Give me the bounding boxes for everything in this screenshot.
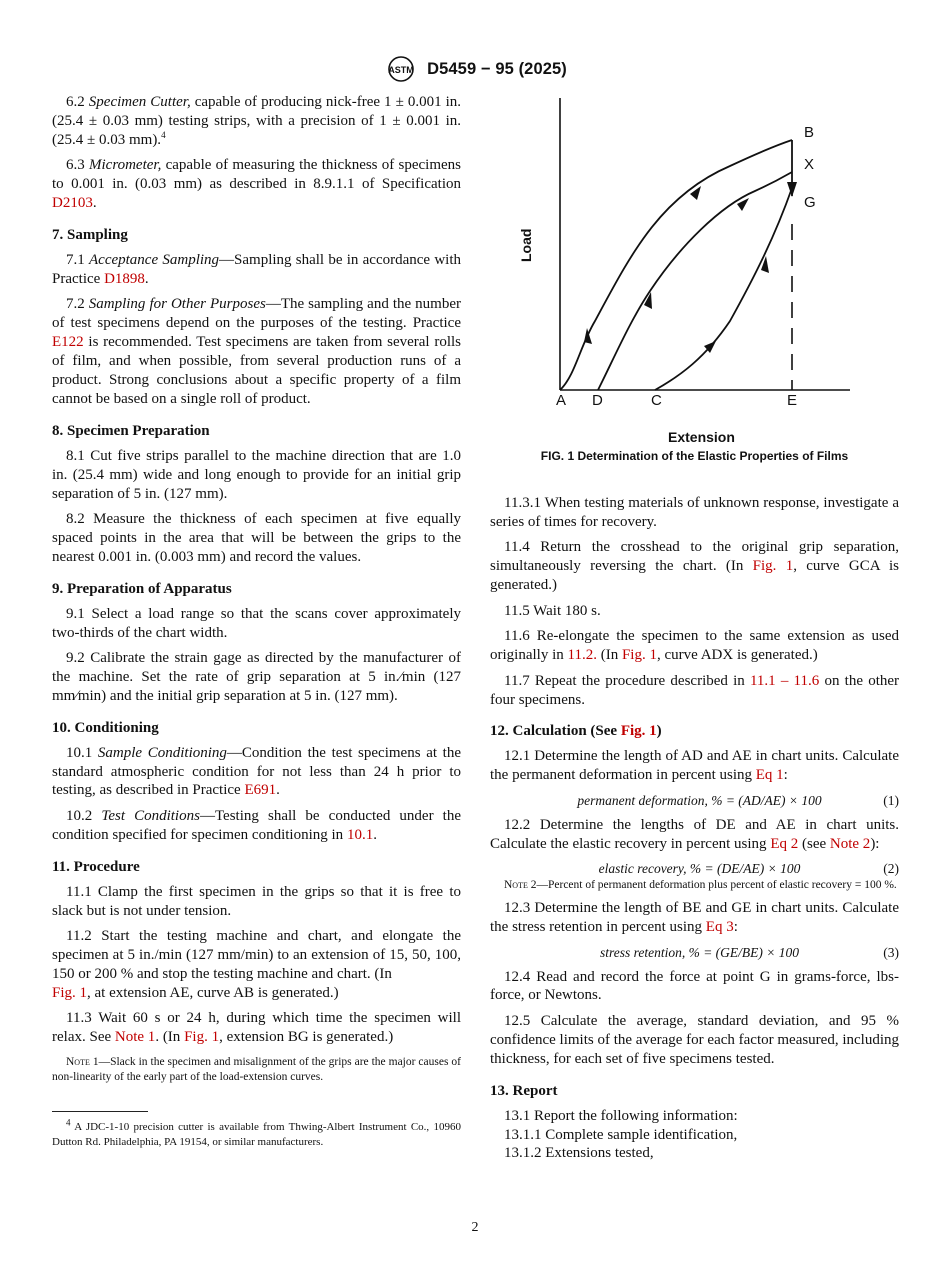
heading-report: 13. Report: [490, 1082, 558, 1099]
equation-1: permanent deformation, % = (AD/AE) × 100 (1): [577, 792, 899, 808]
section-9-2: 9.2 Calibrate the strain gage as directed by the manufacturer of the machine. Set the rate of grip separation at 5 in.⁄min (127 mm⁄min) and the initial grip separation at 5 in. (127 mm).: [52, 650, 461, 704]
curve-gc: [655, 188, 792, 390]
section-13-1-1: 13.1.1 Complete sample identification,: [504, 1126, 738, 1143]
astm-logo-icon: [383, 56, 419, 82]
footnote-4: $^4$ A JDC-1-10 precision cutter is available from Thwing-Albert Instrument Co., 10960 Dutton Rd. Philadelphia, PA 19154, or similar manufacturers.: [52, 1117, 461, 1148]
section-11-5: 11.5 Wait 180 s.: [504, 602, 601, 619]
section-6-3: 6.3 Micrometer, capable of measuring the thickness of specimens to 0.001 in. (0.03 mm) as described in 8.9.1.1 of Specification D2103.: [52, 157, 461, 212]
section-7-1: 7.1 Acceptance Sampling—Sampling shall be in accordance with Practice D1898.: [52, 251, 461, 287]
figure-caption: FIG. 1 Determination of the Elastic Properties of Films: [540, 449, 849, 463]
section-11-3-1: 11.3.1 When testing materials of unknown response, investigate a series of times for recovery.: [490, 495, 899, 530]
link-e122[interactable]: E122: [52, 334, 84, 351]
link-fig-1[interactable]: Fig. 1: [621, 647, 657, 664]
section-11-4: 11.4 Return the crosshead to the original grip separation, simultaneously reversing the chart. (In Fig. 1, curve GCA is generated.): [490, 539, 900, 594]
link-fig-1[interactable]: Fig. 1: [752, 558, 794, 575]
svg-text:ASTM: ASTM: [388, 65, 414, 75]
heading-sampling: 7. Sampling: [52, 227, 128, 244]
link-d2103[interactable]: D2103: [52, 195, 93, 212]
section-10-1: 10.1 Sample Conditioning—Condition the test specimens at the standard atmospheric condition for not less than 24 h prior to testing, as described in Practice E691.: [52, 744, 462, 799]
document-designation: D5459 − 95 (2025): [427, 59, 567, 78]
curve-dx: [598, 172, 792, 390]
link-fig-1[interactable]: Fig. 1: [184, 1029, 220, 1046]
page-number: 2: [471, 1220, 479, 1235]
point-e-label: E: [787, 392, 798, 409]
section-11-3: 11.3 Wait 60 s or 24 h, during which time the specimen will relax. See Note 1. (In Fig. 1, extension BG is generated.): [52, 1010, 461, 1046]
left-column: [52, 93, 461, 1149]
point-a-label: A: [556, 392, 567, 409]
equation-3: stress retention, % = (GE/BE) × 100 (3): [599, 944, 899, 960]
section-13-1: 13.1 Report the following information:: [504, 1107, 738, 1124]
section-10-2: 10.2 Test Conditions—Testing shall be conducted under the condition specified for specimen conditioning in 10.1.: [52, 807, 461, 843]
heading-procedure: 11. Procedure: [52, 858, 140, 875]
heading-specimen-preparation: 8. Specimen Preparation: [52, 422, 210, 439]
section-8-2: 8.2 Measure the thickness of each specimen at five equally spaced points in the area that will be between the grips to the nearest 0.001 in. (0.003 mm) and record the values.: [52, 511, 461, 565]
equation-2: elastic recovery, % = (DE/AE) × 100 (2): [598, 861, 899, 877]
figure-1: [520, 96, 880, 468]
load-extension-diagram: [520, 96, 880, 448]
section-7-2: 7.2 Sampling for Other Purposes—The sampling and the number of test specimens depend on the purposes of the testing. Practice E122 is recommended. Test specimens are taken from several rolls of film, and when possible, from several production runs of a product. Strong conclusions about a specific property of a film cannot be based on a single roll of product.: [52, 296, 461, 407]
point-g-label: G: [804, 194, 816, 211]
note-2: Note 2—Percent of permanent deformation plus percent of elastic recovery = 100 %.: [504, 879, 897, 892]
link-fig-1[interactable]: Fig. 1: [620, 723, 657, 740]
y-axis-title: Load: [518, 228, 534, 262]
heading-preparation-of-apparatus: 9. Preparation of Apparatus: [52, 580, 232, 597]
point-b-label: B: [804, 124, 815, 141]
section-9-1: 9.1 Select a load range so that the scans cover approximately two-thirds of the chart width.: [52, 605, 461, 641]
arrow-bg: [787, 182, 797, 197]
page-header: [0, 56, 950, 82]
footnote-divider: [52, 1111, 148, 1112]
section-11-1: 11.1 Clamp the first specimen in the grips so that it is free to slack but is not under tension.: [52, 883, 461, 919]
link-d1898[interactable]: D1898: [104, 270, 145, 287]
link-e691[interactable]: E691: [244, 782, 277, 799]
curve-ab: [560, 140, 792, 390]
section-11-2: 11.2 Start the testing machine and chart, and elongate the specimen at 5 in./min (127 mm/min) to an extension of 15, 50, 100, 150 or 200 % and stop the testing machine and chart. (In Fig. 1, at extension AE, curve AB is generated.): [52, 928, 461, 1001]
x-axis-title: Extension: [668, 429, 735, 445]
heading-conditioning: 10. Conditioning: [52, 719, 159, 736]
section-6-2: 6.2 Specimen Cutter, capable of producing nick-free 1 ± 0.001 in. (25.4 ± 0.03 mm) testing strips, with a precision of 1 ± 0.001 in. (25.4 ± 0.03 mm).$^4$: [52, 94, 462, 148]
section-12-2: 12.2 Determine the lengths of DE and AE in chart units. Calculate the elastic recovery in percent using Eq 2 (see Note 2):: [490, 816, 899, 852]
section-11-6: 11.6 Re-elongate the specimen to the same extension as used originally in 11.2. (In Fig. 1, curve ADX is generated.): [490, 628, 899, 664]
right-column: [490, 494, 899, 1163]
section-13-1-2: 13.1.2 Extensions tested,: [504, 1145, 654, 1162]
link-eq-1[interactable]: Eq 1: [755, 767, 784, 784]
point-x-label: X: [804, 156, 815, 173]
note-1: Note 1—Slack in the specimen and misalignment of the grips are the major causes of non-linearity of the early part of the load-extension curves.: [52, 1056, 461, 1084]
section-11-7: 11.7 Repeat the procedure described in 11.1 – 11.6 on the other four specimens.: [490, 672, 900, 708]
section-12-5: 12.5 Calculate the average, standard deviation, and 95 % confidence limits of the average for each factor measured, including thickness, for each set of five specimens tested.: [490, 1012, 899, 1067]
link-note-2[interactable]: Note 2: [829, 835, 871, 852]
link-eq-2[interactable]: Eq 2: [770, 835, 799, 852]
link-fig-1[interactable]: Fig. 1: [52, 984, 88, 1001]
section-12-1: 12.1 Determine the length of AD and AE in chart units. Calculate the permanent deformation in percent using Eq 1:: [490, 748, 899, 784]
link-10-1[interactable]: 10.1: [346, 826, 374, 843]
link-eq-3[interactable]: Eq 3: [705, 919, 734, 936]
section-12-4: 12.4 Read and record the force at point G in grams-force, lbs-force, or Newtons.: [490, 968, 899, 1004]
point-c-label: C: [651, 392, 662, 409]
link-11-2[interactable]: 11.2.: [567, 647, 597, 664]
section-12-3: 12.3 Determine the length of BE and GE in chart units. Calculate the stress retention in percent using Eq 3:: [490, 900, 899, 936]
point-d-label: D: [592, 392, 603, 409]
link-11-1-11-6[interactable]: 11.1 – 11.6: [749, 672, 820, 689]
heading-calculation: 12. Calculation (See Fig. 1): [490, 723, 662, 740]
link-note-1[interactable]: Note 1: [114, 1029, 156, 1046]
section-8-1: 8.1 Cut five strips parallel to the machine direction that are 1.0 in. (25.4 mm) wide and long enough to provide for an initial grip separation of 5 in. (127 mm).: [52, 447, 461, 502]
